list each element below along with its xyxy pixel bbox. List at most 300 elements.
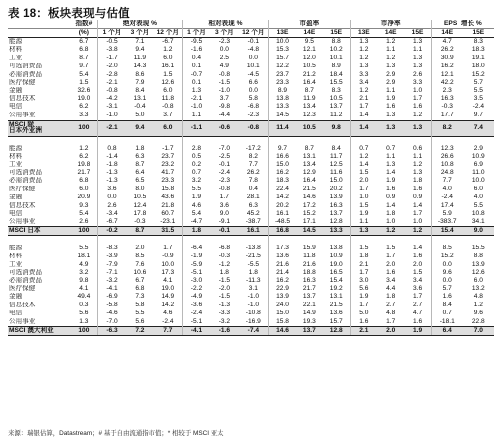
sector-label: 医疗保健 bbox=[9, 78, 36, 86]
value-cell: 19.8 bbox=[77, 161, 91, 168]
value-cell: 19.0 bbox=[161, 285, 175, 292]
table-row bbox=[8, 186, 494, 194]
header-cell-blank bbox=[8, 29, 71, 38]
value-cell: 9.7 bbox=[269, 145, 296, 153]
value-cell: 11.9 bbox=[303, 95, 316, 103]
value-cell: 2.1 bbox=[350, 326, 377, 335]
section-gap bbox=[8, 236, 494, 245]
gap-cell bbox=[98, 136, 126, 145]
sector-label: 工业 bbox=[9, 260, 23, 268]
value-cell: 1.6 bbox=[412, 103, 423, 111]
sector-label: 金融 bbox=[9, 193, 23, 201]
sector-table-container bbox=[8, 20, 494, 336]
value-cell: 5.9 bbox=[431, 210, 462, 218]
value-cell: 16.4 bbox=[302, 177, 316, 185]
value-cell: 9.5 bbox=[296, 38, 323, 47]
table-row bbox=[8, 112, 494, 121]
value-cell: 1.0 bbox=[386, 218, 396, 225]
header-sub-cell: 14E bbox=[296, 29, 323, 38]
table-row bbox=[8, 79, 494, 87]
value-cell: 17.3 bbox=[269, 245, 296, 253]
sector-label: 工业 bbox=[9, 161, 23, 168]
value-cell: 1.8 bbox=[219, 268, 229, 276]
value-cell: 6.9 bbox=[473, 161, 483, 168]
gap-cell bbox=[350, 236, 377, 245]
value-cell: -1.0 bbox=[218, 87, 231, 94]
sector-label: 公用事业 bbox=[9, 218, 36, 225]
aggregate-row bbox=[8, 227, 494, 236]
value-cell: 15.7 bbox=[329, 317, 343, 325]
value-cell: 15.5 bbox=[471, 244, 485, 252]
value-cell: 13.7 bbox=[296, 326, 323, 335]
value-cell: -4.6 bbox=[98, 310, 126, 318]
value-cell: -0.3 bbox=[431, 103, 462, 111]
value-cell: 2.7 bbox=[386, 301, 396, 309]
value-cell: 12.8 bbox=[329, 218, 343, 225]
value-cell: 1.3 bbox=[404, 120, 431, 136]
value-cell: 1.1 bbox=[386, 46, 396, 54]
value-cell: 100 bbox=[71, 326, 98, 335]
value-cell: 49.4 bbox=[77, 293, 91, 301]
header-index-weight: 指数# bbox=[75, 20, 93, 27]
value-cell: 11.4 bbox=[269, 120, 296, 136]
value-cell: 15.4 bbox=[431, 227, 462, 236]
aggregate-label-line2: 日本外亚洲 bbox=[9, 127, 42, 135]
value-cell: 5.6 bbox=[350, 285, 377, 293]
value-cell: 1.2 bbox=[386, 54, 396, 62]
value-cell: -7.0 bbox=[218, 144, 231, 152]
aggregate-row bbox=[8, 120, 494, 136]
sector-label: 信息技术 bbox=[9, 201, 36, 209]
sector-label: 材料 bbox=[9, 152, 23, 160]
value-cell: 12.5 bbox=[329, 161, 343, 168]
header-sub-cell: 14E bbox=[431, 29, 462, 38]
sector-performance-table bbox=[8, 20, 494, 336]
value-cell: 6.7 bbox=[135, 277, 145, 284]
value-cell: -1.3 bbox=[98, 177, 126, 185]
value-cell: 3.4 bbox=[412, 277, 423, 284]
value-cell: 7.7 bbox=[248, 161, 258, 168]
value-cell: 9.4 bbox=[135, 46, 145, 54]
value-cell: -2.4 bbox=[472, 103, 484, 111]
value-cell: 19.0 bbox=[77, 95, 91, 103]
value-cell: 8.7 bbox=[304, 144, 314, 152]
value-cell: 8.0 bbox=[135, 185, 145, 193]
value-cell: -6.7 bbox=[154, 38, 182, 47]
value-cell: 23.2 bbox=[161, 161, 175, 168]
value-cell: 10.0 bbox=[269, 38, 296, 47]
table-row bbox=[8, 285, 494, 293]
value-cell: 11.0 bbox=[472, 169, 485, 177]
header-sub-cell: 15E bbox=[404, 29, 431, 38]
value-cell: -4.4 bbox=[218, 111, 231, 119]
value-cell: 8.3 bbox=[463, 38, 494, 47]
header-cell-blank bbox=[8, 20, 71, 29]
value-cell: 4.6 bbox=[163, 309, 173, 317]
value-cell: -2.3 bbox=[210, 38, 238, 47]
value-cell: 6.4 bbox=[135, 169, 145, 177]
value-cell: 1.3 bbox=[412, 54, 423, 62]
value-cell: 1.3 bbox=[386, 161, 396, 168]
value-cell: 8.9 bbox=[269, 87, 296, 95]
value-cell: 1.3 bbox=[412, 62, 423, 70]
value-cell: 5.5 bbox=[473, 87, 483, 94]
gap-cell bbox=[404, 136, 431, 145]
value-cell: 16.8 bbox=[269, 227, 296, 236]
value-cell: 18.4 bbox=[329, 70, 343, 78]
value-cell: -0.3 bbox=[218, 252, 231, 260]
value-cell: 1.8 bbox=[412, 177, 423, 185]
value-cell: 26.2 bbox=[246, 169, 260, 177]
value-cell: 6.2 bbox=[79, 152, 89, 160]
value-cell: 21.4 bbox=[269, 269, 296, 277]
value-cell: 11.8 bbox=[303, 252, 316, 260]
value-cell: 16.4 bbox=[302, 78, 316, 86]
value-cell: 1.3 bbox=[350, 227, 377, 236]
value-cell: 9.0 bbox=[219, 209, 229, 217]
value-cell: 4.9 bbox=[79, 260, 89, 268]
value-cell: 14.3 bbox=[133, 62, 147, 70]
value-cell: -2.0 bbox=[98, 63, 126, 71]
value-cell: -9.5 bbox=[182, 38, 210, 47]
value-cell: 1.1 bbox=[412, 152, 423, 160]
value-cell: -2.3 bbox=[247, 111, 259, 119]
value-cell: -5.5 bbox=[247, 260, 259, 268]
value-cell: 6.0 bbox=[473, 185, 483, 193]
sector-label: 能源 bbox=[8, 38, 71, 47]
gap-cell bbox=[404, 236, 431, 245]
table-row bbox=[8, 293, 494, 301]
value-cell: 12.4 bbox=[133, 201, 147, 209]
value-cell: 13.8 bbox=[329, 244, 343, 252]
value-cell: -0.7 bbox=[182, 71, 210, 79]
value-cell: 8.7 bbox=[79, 54, 89, 62]
value-cell: 2.0 bbox=[350, 177, 377, 185]
value-cell: 22.1 bbox=[302, 301, 316, 309]
value-cell: 6.6 bbox=[248, 78, 258, 86]
value-cell: 14.5 bbox=[296, 227, 323, 236]
value-cell: -0.3 bbox=[134, 218, 146, 225]
value-cell: 15.8 bbox=[161, 185, 175, 193]
value-cell: 1.3 bbox=[350, 38, 377, 47]
value-cell: 0.0 bbox=[98, 194, 126, 202]
gap-cell bbox=[154, 236, 182, 245]
value-cell: 6.3 bbox=[248, 201, 258, 209]
table-row bbox=[8, 310, 494, 318]
value-cell: 34.1 bbox=[471, 218, 485, 225]
value-cell: 19.0 bbox=[329, 260, 343, 268]
value-cell: 7.8 bbox=[248, 177, 258, 185]
value-cell: 3.7 bbox=[219, 95, 229, 103]
header-sub-cell: 13E bbox=[269, 29, 296, 38]
value-cell: 1.2 bbox=[350, 153, 377, 161]
value-cell: 16.1 bbox=[238, 227, 268, 236]
sector-label: 医疗保健 bbox=[9, 185, 36, 193]
header-pb-ratio: 市净率 bbox=[350, 20, 431, 29]
value-cell: -8.3 bbox=[98, 245, 126, 253]
value-cell: 0.2 bbox=[182, 161, 210, 169]
value-cell: -0.9 bbox=[162, 252, 174, 260]
value-cell: 1.5 bbox=[350, 169, 377, 177]
value-cell: 2.5 bbox=[219, 54, 229, 62]
value-cell: -1.0 bbox=[247, 293, 259, 301]
value-cell: 4.0 bbox=[473, 193, 483, 201]
value-cell: 5.0 bbox=[350, 310, 377, 318]
value-cell: -3.9 bbox=[98, 253, 126, 261]
value-cell: 8.7 bbox=[304, 87, 314, 94]
value-cell: 1.7 bbox=[350, 302, 377, 310]
value-cell: -0.8 bbox=[238, 120, 268, 136]
value-cell: -16.9 bbox=[245, 317, 261, 325]
value-cell: 5.4 bbox=[79, 70, 89, 78]
value-cell: 15.2 bbox=[431, 253, 462, 261]
value-cell: 3.6 bbox=[98, 186, 126, 194]
value-cell: 13.4 bbox=[302, 103, 316, 111]
value-cell: 1.6 bbox=[350, 318, 377, 327]
value-cell: 12.2 bbox=[269, 63, 296, 71]
table-row bbox=[8, 63, 494, 71]
value-cell: -4.2 bbox=[98, 95, 126, 103]
value-cell: 7.2 bbox=[126, 326, 154, 335]
value-cell: 1.2 bbox=[350, 87, 377, 95]
value-cell: 1.3 bbox=[386, 111, 396, 119]
value-cell: -1.4 bbox=[98, 153, 126, 161]
value-cell: 12.3 bbox=[302, 111, 316, 119]
value-cell: 1.8 bbox=[248, 268, 258, 276]
value-cell: 13.1 bbox=[329, 293, 343, 301]
value-cell: -7.1 bbox=[98, 269, 126, 277]
value-cell: 0.6 bbox=[412, 144, 423, 152]
value-cell: 5.8 bbox=[135, 301, 145, 309]
gap-cell bbox=[431, 236, 462, 245]
value-cell: 2.9 bbox=[473, 144, 483, 152]
value-cell: 16.2 bbox=[431, 63, 462, 71]
gap-cell bbox=[377, 236, 404, 245]
value-cell: 13.6 bbox=[329, 309, 343, 317]
sector-label: 医疗保健 bbox=[9, 285, 36, 292]
value-cell: 6.0 bbox=[163, 54, 173, 62]
value-cell: 1.7 bbox=[350, 186, 377, 194]
value-cell: -7.9 bbox=[98, 261, 126, 269]
value-cell: 1.1 bbox=[386, 87, 396, 94]
value-cell: 6.0 bbox=[473, 277, 483, 284]
value-cell: 7.4 bbox=[463, 120, 494, 136]
sector-label: 可选消费品 bbox=[9, 169, 42, 177]
value-cell: -4.9 bbox=[182, 293, 210, 301]
header-sub-cell: 1 个月 bbox=[182, 29, 210, 38]
value-cell: 1.3 bbox=[404, 38, 431, 47]
table-row bbox=[8, 253, 494, 261]
value-cell: 16.3 bbox=[302, 277, 316, 284]
value-cell: 11.8 bbox=[161, 95, 174, 103]
value-cell: 0.1 bbox=[182, 63, 210, 71]
value-cell: -2.1 bbox=[98, 120, 126, 136]
value-cell: -4.8 bbox=[247, 46, 259, 54]
value-cell: 1.5 bbox=[350, 245, 377, 253]
table-row bbox=[8, 277, 494, 285]
value-cell: -0.6 bbox=[210, 120, 238, 136]
value-cell: 6.2 bbox=[79, 103, 89, 111]
value-cell: 8.4 bbox=[431, 302, 462, 310]
value-cell: -1.2 bbox=[218, 260, 231, 268]
value-cell: 12.1 bbox=[431, 71, 462, 79]
value-cell: -2.2 bbox=[182, 285, 210, 293]
value-cell: 15.8 bbox=[269, 318, 296, 327]
gap-cell bbox=[296, 136, 323, 145]
header-eps: EPS bbox=[444, 20, 458, 27]
value-cell: 9.7 bbox=[79, 62, 89, 70]
gap-cell bbox=[296, 236, 323, 245]
value-cell: 13.7 bbox=[329, 103, 343, 111]
value-cell: 1.4 bbox=[350, 120, 377, 136]
value-cell: -48.5 bbox=[269, 218, 296, 227]
value-cell: 13.1 bbox=[133, 95, 147, 103]
value-cell: 1.3 bbox=[377, 120, 404, 136]
value-cell: 16.2 bbox=[269, 169, 296, 177]
value-cell: 1.8 bbox=[386, 209, 396, 217]
value-cell: 21.6 bbox=[302, 260, 316, 268]
gap-cell bbox=[71, 236, 98, 245]
value-cell: 23.7 bbox=[269, 71, 296, 79]
value-cell: 8.5 bbox=[135, 252, 145, 260]
value-cell: 1.9 bbox=[350, 210, 377, 218]
table-row bbox=[8, 245, 494, 253]
value-cell: 21.5 bbox=[329, 301, 343, 309]
value-cell: -11.3 bbox=[246, 277, 261, 284]
value-cell: 1.5 bbox=[163, 70, 173, 78]
value-cell: 1.2 bbox=[473, 301, 483, 309]
gap-cell bbox=[210, 136, 238, 145]
header-sub-cell: 12 个月 bbox=[154, 29, 182, 38]
value-cell: 2.0 bbox=[377, 326, 404, 335]
value-cell: 28.1 bbox=[246, 193, 260, 201]
gap-cell bbox=[182, 236, 210, 245]
value-cell: 9.6 bbox=[473, 309, 483, 317]
sector-label: 材料 bbox=[9, 46, 23, 54]
gap-cell bbox=[323, 236, 350, 245]
value-cell: 22.4 bbox=[269, 186, 296, 194]
table-row bbox=[8, 55, 494, 63]
value-cell: -1.3 bbox=[98, 169, 126, 177]
value-cell: -7.0 bbox=[98, 318, 126, 327]
value-cell: 2.1 bbox=[350, 261, 377, 269]
value-cell: 14.2 bbox=[161, 301, 175, 309]
value-cell: 17.3 bbox=[161, 268, 175, 276]
value-cell: 3.2 bbox=[182, 177, 210, 185]
value-cell: 13.9 bbox=[269, 293, 296, 301]
value-cell: 15.9 bbox=[302, 244, 316, 252]
value-cell: 12.0 bbox=[302, 54, 316, 62]
value-cell: 1.3 bbox=[386, 62, 396, 70]
header-sub-cell: 12 个月 bbox=[238, 29, 268, 38]
value-cell: 3.4 bbox=[350, 79, 377, 87]
table-row bbox=[8, 169, 494, 177]
table-row bbox=[8, 71, 494, 79]
value-cell: 0.0 bbox=[431, 277, 462, 285]
header-sub-cell: (%) bbox=[71, 29, 98, 38]
value-cell: -10.8 bbox=[245, 309, 261, 317]
value-cell: -21.5 bbox=[245, 252, 261, 260]
value-cell: 18.3 bbox=[269, 177, 296, 185]
table-row bbox=[8, 210, 494, 218]
value-cell: -5.9 bbox=[182, 261, 210, 269]
value-cell: 1.6 bbox=[386, 185, 396, 193]
value-cell: 0.4 bbox=[182, 55, 210, 63]
table-row bbox=[8, 269, 494, 277]
value-cell: 5.6 bbox=[79, 309, 89, 317]
value-cell: 13.9 bbox=[329, 193, 343, 201]
value-cell: 1.4 bbox=[412, 244, 423, 252]
value-cell: 20.2 bbox=[329, 185, 343, 193]
value-cell: 6.8 bbox=[135, 285, 145, 292]
value-cell: 21.8 bbox=[161, 201, 175, 209]
value-cell: -0.4 bbox=[134, 103, 146, 111]
value-cell: 1.5 bbox=[350, 202, 377, 210]
value-cell: 2.6 bbox=[79, 218, 89, 225]
value-cell: 1.2 bbox=[350, 46, 377, 54]
value-cell: 24.0 bbox=[269, 302, 296, 310]
value-cell: 14.6 bbox=[302, 193, 316, 201]
value-cell: 24.8 bbox=[431, 169, 462, 177]
value-cell: 1.5 bbox=[386, 244, 396, 252]
value-cell: 10.0 bbox=[471, 177, 485, 185]
value-cell: 0.1 bbox=[182, 79, 210, 87]
value-cell: 16.1 bbox=[269, 210, 296, 218]
table-row bbox=[8, 177, 494, 185]
value-cell: -9.1 bbox=[218, 218, 231, 225]
value-cell: 1.2 bbox=[412, 161, 423, 168]
value-cell: 10.5 bbox=[296, 120, 323, 136]
value-cell: 1.7 bbox=[412, 209, 423, 217]
value-cell: 3.6 bbox=[219, 201, 229, 209]
value-cell: 1.4 bbox=[350, 161, 377, 169]
value-cell: -0.5 bbox=[98, 38, 126, 47]
value-cell: 1.9 bbox=[182, 194, 210, 202]
value-cell: 1.4 bbox=[386, 169, 396, 177]
value-cell: 45.2 bbox=[246, 209, 260, 217]
value-cell: 1.4 bbox=[386, 201, 396, 209]
value-cell: 12.6 bbox=[471, 268, 485, 276]
value-cell: -18.1 bbox=[431, 318, 462, 327]
value-cell: -2.8 bbox=[98, 71, 126, 79]
value-cell: 14.2 bbox=[269, 194, 296, 202]
value-cell: 1.3 bbox=[182, 87, 210, 95]
value-cell: -3.2 bbox=[218, 317, 231, 325]
value-cell: -0.2 bbox=[98, 227, 126, 236]
value-cell: 6.3 bbox=[135, 152, 145, 160]
table-row bbox=[8, 318, 494, 327]
value-cell: 1.6 bbox=[431, 293, 462, 301]
value-cell: 12.9 bbox=[302, 169, 316, 177]
value-cell: 1.7 bbox=[219, 193, 229, 201]
value-cell: 5.0 bbox=[135, 111, 145, 119]
value-cell: 4.7 bbox=[412, 309, 423, 317]
value-cell: -3.8 bbox=[98, 46, 126, 54]
value-cell: 6.0 bbox=[154, 120, 182, 136]
value-cell: 18.0 bbox=[471, 62, 485, 70]
value-cell: -1.5 bbox=[218, 293, 231, 301]
value-cell: 10.8 bbox=[471, 209, 485, 217]
table-row bbox=[8, 103, 494, 111]
header-sub-cell: 13E bbox=[350, 29, 377, 38]
value-cell: 5.7 bbox=[431, 285, 462, 293]
table-row bbox=[8, 194, 494, 202]
value-cell: 15.7 bbox=[269, 55, 296, 63]
value-cell: -0.8 bbox=[162, 103, 174, 111]
gap-cell bbox=[269, 136, 296, 145]
value-cell: 5.5 bbox=[182, 186, 210, 194]
value-cell: 10.9 bbox=[471, 152, 485, 160]
